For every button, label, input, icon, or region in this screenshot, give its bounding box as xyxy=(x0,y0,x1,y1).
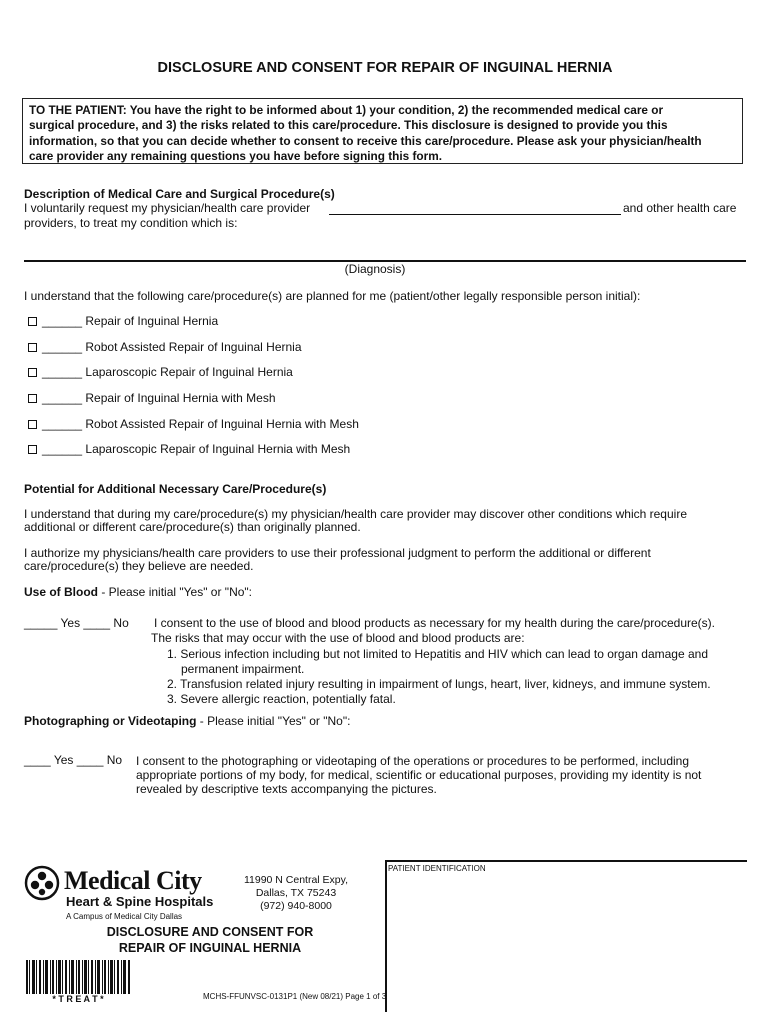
footer-divider xyxy=(385,860,387,1012)
blood-risk-list xyxy=(167,647,711,707)
document-title: DISCLOSURE AND CONSENT FOR REPAIR OF INGUINAL HERNIA xyxy=(157,60,613,76)
footer-title-line: REPAIR OF INGUINAL HERNIA xyxy=(118,941,302,955)
paragraph-line: revealed by descriptive texts accompanying the pictures. xyxy=(136,782,437,796)
procedure-option[interactable] xyxy=(28,417,359,431)
blood-instruction: - Please initial "Yes" or "No": xyxy=(98,585,252,599)
checkbox-icon[interactable] xyxy=(28,368,37,377)
footer-title-line: DISCLOSURE AND CONSENT FOR xyxy=(106,925,314,939)
checkbox-icon[interactable] xyxy=(28,420,37,429)
provider-line-prefix: I voluntarily request my physician/health care provider xyxy=(24,201,311,215)
blood-yes-no[interactable]: _____ Yes ____ No xyxy=(24,616,129,630)
photo-heading: Photographing or Videotaping xyxy=(24,714,197,728)
hospital-address xyxy=(240,874,352,913)
checkbox-icon[interactable] xyxy=(28,317,37,326)
paragraph-line: I consent to the photographing or videotaping of the operations or procedures to be performed, including xyxy=(136,754,690,768)
footer-form-title xyxy=(60,924,360,956)
patient-id-label: PATIENT IDENTIFICATION xyxy=(388,864,486,873)
procedure-option[interactable] xyxy=(28,442,350,456)
blood-consent: I consent to the use of blood and blood products as necessary for my health during the care/procedure(s). xyxy=(154,616,715,630)
additional-para-2 xyxy=(24,547,651,573)
notice-line: information, so that you can decide whether to consent to receive this care/procedure. Please ask your physician/health xyxy=(29,133,702,148)
photo-yes-no[interactable]: ____ Yes ____ No xyxy=(24,753,123,767)
condition-line: providers, to treat my condition which is: xyxy=(24,216,238,230)
photo-instruction: - Please initial "Yes" or "No": xyxy=(196,714,351,728)
procedure-option[interactable] xyxy=(28,391,276,405)
initial-blank[interactable]: ______ xyxy=(42,340,83,354)
risk-item: 2. Transfusion related injury resulting in impairment of lungs, heart, liver, kidneys, and immune system. xyxy=(167,677,711,691)
additional-heading: Potential for Additional Necessary Care/Procedure(s) xyxy=(24,482,327,496)
procedure-label: Robot Assisted Repair of Inguinal Hernia xyxy=(85,340,302,354)
blood-risks-intro: The risks that may occur with the use of blood and blood products are: xyxy=(151,631,525,645)
diagnosis-label: (Diagnosis) xyxy=(344,262,406,276)
risk-item: 1. Serious infection including but not limited to Hepatitis and HIV which can lead to organ damage and xyxy=(167,647,708,661)
procedure-label: Laparoscopic Repair of Inguinal Hernia xyxy=(85,365,293,379)
risk-item: permanent impairment. xyxy=(181,662,305,676)
initial-blank[interactable]: ______ xyxy=(42,391,83,405)
description-heading: Description of Medical Care and Surgical Procedure(s) xyxy=(24,187,335,201)
procedure-label: Laparoscopic Repair of Inguinal Hernia with Mesh xyxy=(85,442,351,456)
planned-intro: I understand that the following care/procedure(s) are planned for me (patient/other legally responsible person initial): xyxy=(24,289,641,303)
paragraph-line: additional or different care/procedure(s) than originally planned. xyxy=(24,520,361,534)
patient-notice-box xyxy=(22,98,743,164)
barcode-image xyxy=(26,960,130,994)
paragraph-line: appropriate portions of my body, for medical, scientific or educational purposes, providing my identity is not xyxy=(136,768,702,782)
address-line: 11990 N Central Expy, xyxy=(243,874,349,886)
checkbox-icon[interactable] xyxy=(28,343,37,352)
initial-blank[interactable]: ______ xyxy=(42,417,83,431)
procedure-label: Robot Assisted Repair of Inguinal Hernia with Mesh xyxy=(85,417,359,431)
footer-top-rule xyxy=(385,860,747,862)
barcode-text: * T R E A T * xyxy=(52,994,104,1004)
additional-para-1 xyxy=(24,508,687,534)
checkbox-icon[interactable] xyxy=(28,394,37,403)
logo-tagline: A Campus of Medical City Dallas xyxy=(66,912,183,921)
address-line: Dallas, TX 75243 xyxy=(255,887,337,899)
risk-item: 3. Severe allergic reaction, potentially fatal. xyxy=(167,692,396,706)
paragraph-line: I authorize my physicians/health care providers to use their professional judgment to perform the additional or different xyxy=(24,546,651,560)
photo-heading-line xyxy=(24,715,350,728)
checkbox-icon[interactable] xyxy=(28,445,37,454)
provider-line-suffix: and other health care xyxy=(623,201,737,215)
notice-line: TO THE PATIENT: You have the right to be informed about 1) your condition, 2) the recommended medical care or xyxy=(29,103,664,117)
patient-id-area[interactable] xyxy=(388,876,744,1010)
photo-consent xyxy=(136,754,701,796)
procedure-option[interactable] xyxy=(28,340,302,354)
procedure-label: Repair of Inguinal Hernia xyxy=(85,314,219,328)
procedure-label: Repair of Inguinal Hernia with Mesh xyxy=(85,391,276,405)
notice-line: care provider any remaining questions you have before signing this form. xyxy=(29,149,442,164)
paragraph-line: I understand that during my care/procedure(s) my physician/health care provider may discover other conditions which require xyxy=(24,507,687,521)
logo-subtitle: Heart & Spine Hospitals xyxy=(66,894,214,909)
initial-blank[interactable]: ______ xyxy=(42,365,83,379)
address-line: (972) 940-8000 xyxy=(260,900,332,912)
procedure-option[interactable] xyxy=(28,365,293,379)
form-code: MCHS-FFUNVSC-0131P1 (New 08/21) Page 1 of 3 xyxy=(203,992,387,1001)
blood-heading: Use of Blood xyxy=(24,585,98,599)
logo-name: Medical City xyxy=(64,866,202,895)
initial-blank[interactable]: ______ xyxy=(42,314,83,328)
blood-heading-line xyxy=(24,586,252,599)
initial-blank[interactable]: ______ xyxy=(42,442,83,456)
paragraph-line: care/procedure(s) they believe are needed. xyxy=(24,559,254,573)
medical-city-logo-icon xyxy=(24,865,60,901)
notice-line: surgical procedure, and 3) the risks related to this care/procedure. This disclosure is designed to provide you this xyxy=(29,118,668,133)
provider-name-field[interactable] xyxy=(329,214,621,215)
procedure-option[interactable] xyxy=(28,314,218,328)
